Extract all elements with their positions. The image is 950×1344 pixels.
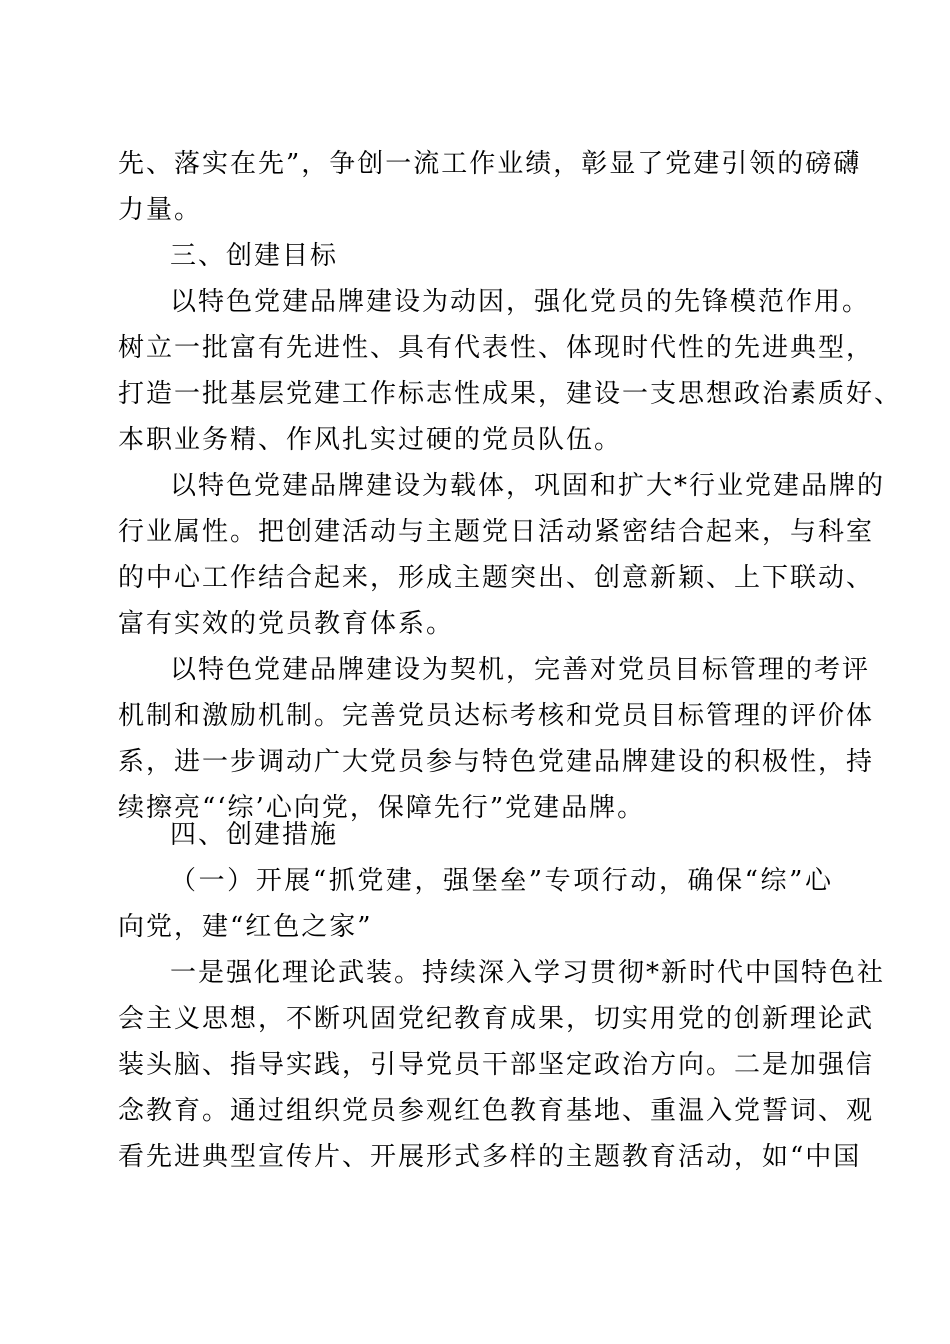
subsection-heading xyxy=(118,858,833,950)
subsection-title-line: 向党，建“红色之家” xyxy=(118,912,373,942)
paragraph-line: 看先进典型宣传片、开展形式多样的主题教育活动，如“中国 xyxy=(118,1142,862,1172)
section-title: 三、创建目标 xyxy=(170,241,339,271)
paragraph-line: 以特色党建品牌建设为载体，巩固和扩大*行业党建品牌的 xyxy=(170,471,886,501)
paragraph-line: 打造一批基层党建工作标志性成果，建设一支思想政治素质好、 xyxy=(118,379,903,409)
section3-paragraph-3 xyxy=(118,647,875,831)
section4-paragraph-1 xyxy=(118,950,886,1180)
paragraph-line: 一是强化理论武装。持续深入学习贯彻*新时代中国特色社 xyxy=(170,958,886,988)
subsection-title-line: （一）开展“抓党建，强堡垒”专项行动，确保“综”心 xyxy=(170,866,833,896)
paragraph-line: 装头脑、指导实践，引导党员干部坚定政治方向。二是加强信 xyxy=(118,1050,875,1080)
section-title: 四、创建措施 xyxy=(170,820,339,850)
paragraph-line: 以特色党建品牌建设为动因，强化党员的先锋模范作用。 xyxy=(170,287,871,317)
paragraph-line: 机制和激励机制。完善党员达标考核和党员目标管理的评价体 xyxy=(118,701,875,731)
continuation-paragraph xyxy=(118,141,862,233)
paragraph-line: 行业属性。把创建活动与主题党日活动紧密结合起来，与科室 xyxy=(118,517,875,547)
section3-paragraph-1 xyxy=(118,279,903,463)
paragraph-line: 树立一批富有先进性、具有代表性、体现时代性的先进典型， xyxy=(118,333,875,363)
paragraph-line: 念教育。通过组织党员参观红色教育基地、重温入党誓词、观 xyxy=(118,1096,875,1126)
section-heading xyxy=(118,812,833,858)
paragraph-line: 的中心工作结合起来，形成主题突出、创意新颖、上下联动、 xyxy=(118,563,875,593)
paragraph-line: 会主义思想，不断巩固党纪教育成果，切实用党的创新理论武 xyxy=(118,1004,875,1034)
section3-paragraph-2 xyxy=(118,463,886,647)
section-heading xyxy=(118,233,833,279)
paragraph-line: 系，进一步调动广大党员参与特色党建品牌建设的积极性，持 xyxy=(118,747,875,777)
paragraph-line: 续擦亮“‘综’心向党，保障先行”党建品牌。 xyxy=(118,793,646,823)
paragraph-line: 先、落实在先”，争创一流工作业绩，彰显了党建引领的磅礴 xyxy=(118,149,862,179)
paragraph-line: 以特色党建品牌建设为契机，完善对党员目标管理的考评 xyxy=(170,655,871,685)
paragraph-line: 富有实效的党员教育体系。 xyxy=(118,609,455,639)
paragraph-line: 本职业务精、作风扎实过硬的党员队伍。 xyxy=(118,425,623,455)
paragraph-line: 力量。 xyxy=(118,195,203,225)
